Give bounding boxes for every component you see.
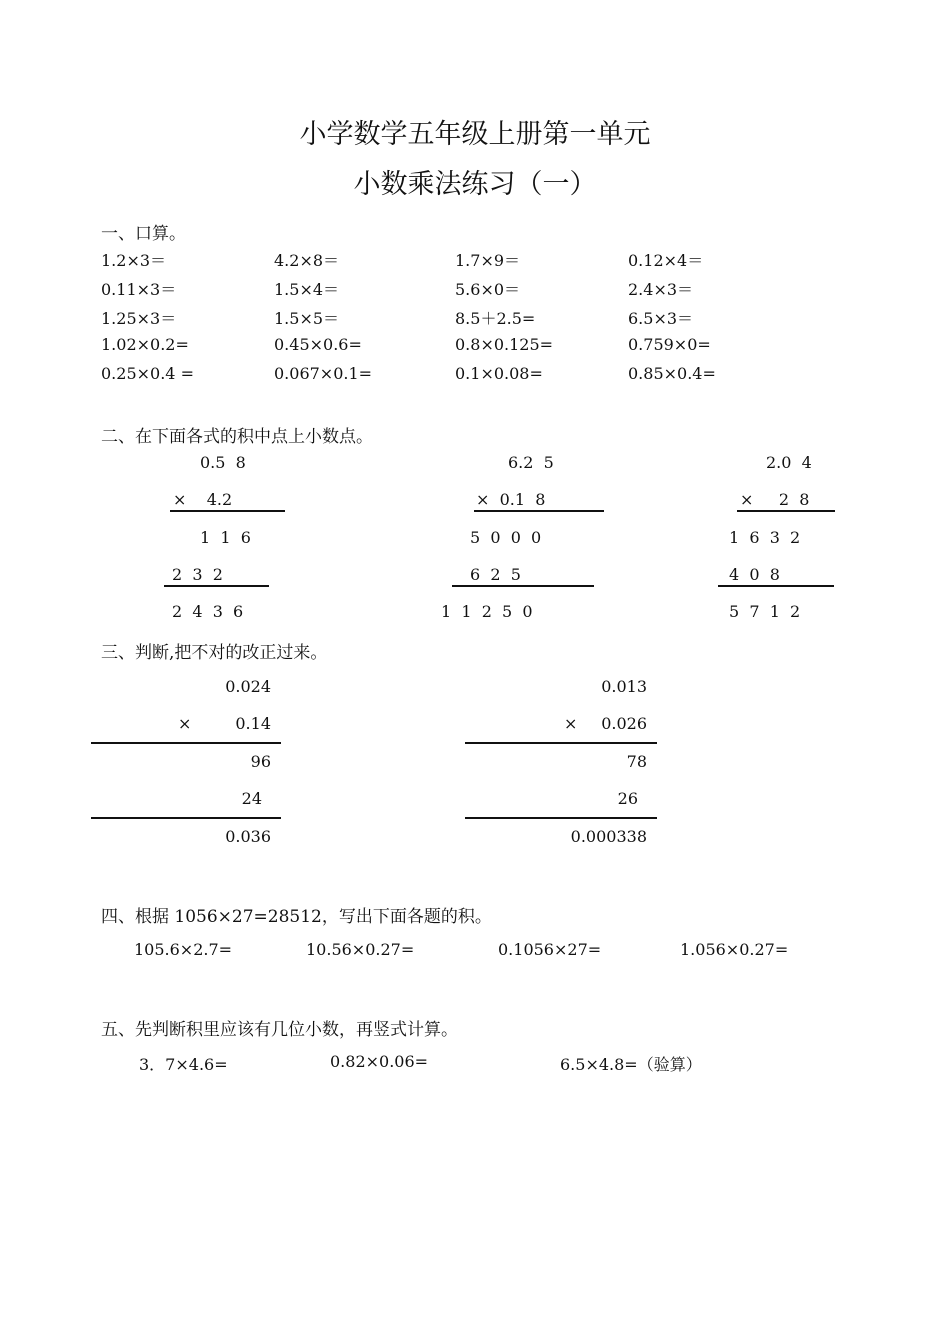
divider-line <box>465 817 657 819</box>
page-subtitle: 小数乘法练习（一） <box>353 169 597 200</box>
divider-line <box>474 510 604 512</box>
product: 0.000338 <box>570 827 647 846</box>
oral-item: 0.759×0= <box>628 335 711 354</box>
partial-product: 26 <box>617 789 638 808</box>
times-sign: × <box>178 714 192 733</box>
oral-item: 0.45×0.6= <box>274 335 362 354</box>
oral-item: 0.11×3＝ <box>101 280 177 299</box>
partial-product: 78 <box>626 752 647 771</box>
divider-line <box>164 585 269 587</box>
multiplicand: 2.0 4 <box>766 453 812 472</box>
divider-line <box>170 510 285 512</box>
multiplicand: 0.013 <box>601 677 647 696</box>
oral-item: 6.5×3＝ <box>628 309 694 328</box>
oral-item: 4.2×8＝ <box>274 251 340 270</box>
calc-item: 3．7×4.6= <box>139 1055 228 1074</box>
section1-heading: 一、口算。 <box>101 224 186 244</box>
partial-product: 96 <box>250 752 271 771</box>
oral-item: 0.12×4＝ <box>628 251 704 270</box>
oral-item: 8.5＋2.5= <box>455 309 536 328</box>
product-item: 105.6×2.7= <box>134 940 233 959</box>
oral-item: 1.5×4＝ <box>274 280 340 299</box>
multiplier: × 4.2 <box>173 490 233 509</box>
oral-item: 0.25×0.4 = <box>101 364 194 383</box>
divider-line <box>465 742 657 744</box>
product: 0.036 <box>225 827 271 846</box>
divider-line <box>718 585 834 587</box>
page-title: 小学数学五年级上册第一单元 <box>299 119 651 150</box>
product: 2 4 3 6 <box>172 602 244 621</box>
multiplier: 0.14 <box>235 714 271 733</box>
multiplier: × 2 8 <box>740 490 810 509</box>
oral-item: 0.85×0.4= <box>628 364 716 383</box>
product: 5 7 1 2 <box>729 602 801 621</box>
oral-item: 5.6×0＝ <box>455 280 521 299</box>
multiplicand: 0.024 <box>225 677 271 696</box>
multiplier: 0.026 <box>601 714 647 733</box>
section2-heading: 二、在下面各式的积中点上小数点。 <box>101 427 373 447</box>
partial-product: 5 0 0 0 <box>470 528 542 547</box>
section5-heading: 五、先判断积里应该有几位小数，再竖式计算。 <box>101 1020 458 1040</box>
oral-item: 1.25×3＝ <box>101 309 177 328</box>
oral-item: 0.8×0.125= <box>455 335 554 354</box>
section3-heading: 三、判断,把不对的改正过来。 <box>101 643 328 663</box>
multiplicand: 0.5 8 <box>200 453 246 472</box>
divider-line <box>452 585 594 587</box>
partial-product: 4 0 8 <box>729 565 780 584</box>
multiplicand: 6.2 5 <box>508 453 554 472</box>
calc-item: 0.82×0.06= <box>330 1052 429 1071</box>
oral-item: 2.4×3＝ <box>628 280 694 299</box>
oral-item: 1.2×3＝ <box>101 251 167 270</box>
product-item: 1.056×0.27= <box>680 940 789 959</box>
product-item: 0.1056×27= <box>498 940 602 959</box>
product-item: 10.56×0.27= <box>306 940 415 959</box>
oral-item: 1.02×0.2= <box>101 335 189 354</box>
partial-product: 24 <box>241 789 262 808</box>
oral-item: 0.1×0.08= <box>455 364 543 383</box>
divider-line <box>91 742 281 744</box>
divider-line <box>737 510 835 512</box>
oral-item: 1.5×5＝ <box>274 309 340 328</box>
times-sign: × <box>564 714 578 733</box>
partial-product: 6 2 5 <box>470 565 521 584</box>
partial-product: 1 1 6 <box>200 528 251 547</box>
calc-item: 6.5×4.8=（验算） <box>560 1055 702 1074</box>
oral-item: 0.067×0.1= <box>274 364 373 383</box>
multiplier: × 0.1 8 <box>476 490 546 509</box>
partial-product: 1 6 3 2 <box>729 528 801 547</box>
oral-item: 1.7×9＝ <box>455 251 521 270</box>
divider-line <box>91 817 281 819</box>
partial-product: 2 3 2 <box>172 565 223 584</box>
product: 1 1 2 5 0 <box>441 602 533 621</box>
section4-heading: 四、根据 1056×27=28512，写出下面各题的积。 <box>101 907 492 927</box>
